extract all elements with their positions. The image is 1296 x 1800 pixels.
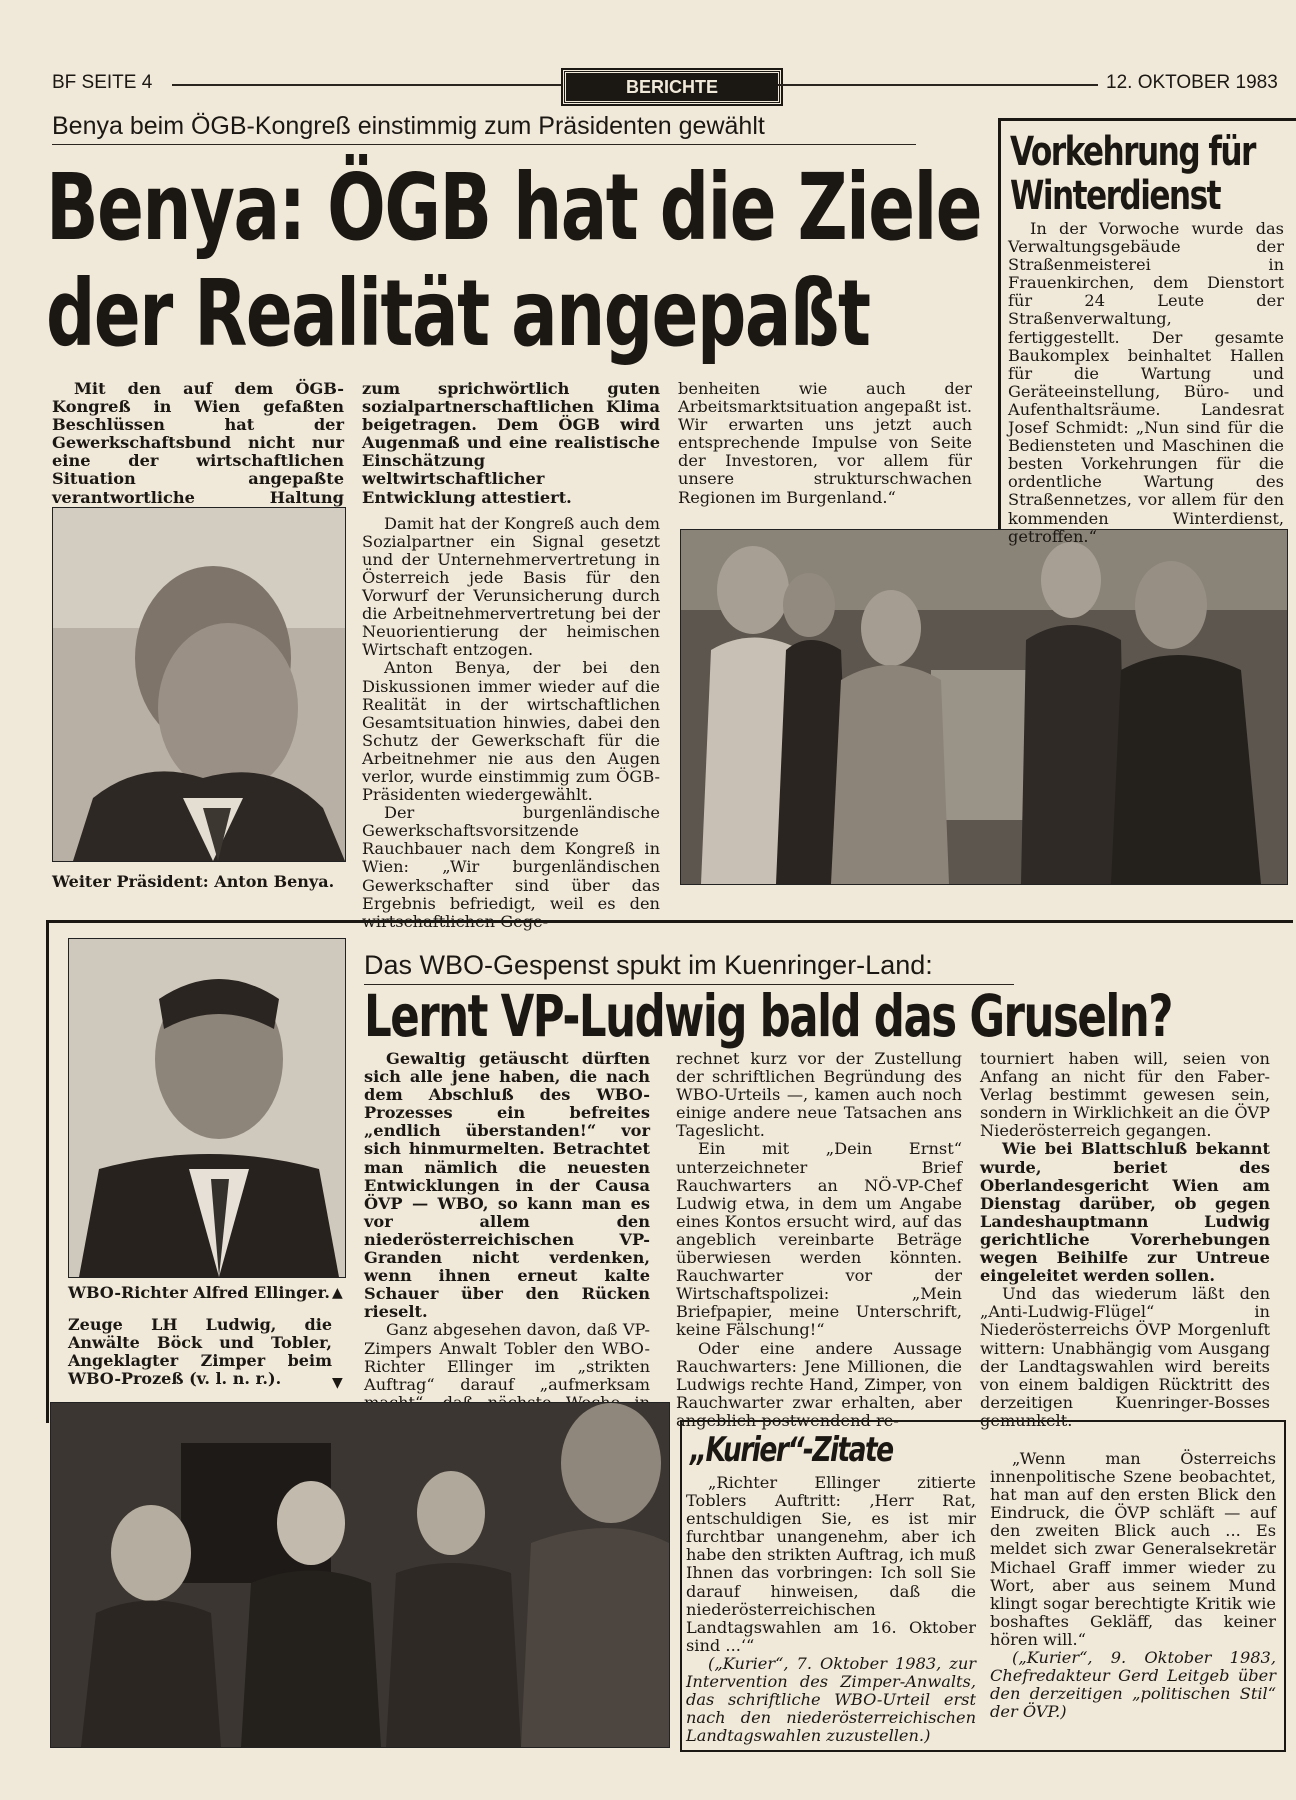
wbo-trial-group-image: [51, 1403, 669, 1747]
story1-kicker: Benya beim ÖGB-Kongreß einstimmig zum Präsidenten gewählt: [52, 112, 765, 140]
story2-headline-1: Vorkehrung für: [1010, 129, 1255, 175]
kurier-quote-1: „Richter Ellinger zitierte Toblers Auftritt: ‚Herr Rat, entschuldigen Sie, es ist mir furchtbar unangenehm, aber ich habe den strikten Auftrag, ich muß Ihnen das vorbringen: Ich soll Sie darauf hinweisen, daß die niederösterreichischen Landtagswahlen am 16. Oktober sind ...‘“: [686, 1473, 976, 1655]
wbo-group-caption-arrow: ▼: [332, 1375, 343, 1391]
story3-col2-p3: Oder eine andere Aussage Rauchwarters: Jene Millionen, die Ludwigs rechte Hand, Zimper, von Rauchwarter zwar erhalten, aber angeblich postwendend re-: [676, 1338, 962, 1430]
story2-body: [1008, 220, 1284, 546]
kurier-title: „Kurier“-Zitate: [690, 1430, 893, 1470]
story1-col2-p1: Damit hat der Kongreß auch dem Sozialpartner ein Signal gesetzt und der Unternehmervertretung in Österreich jede Basis für den Vorwurf der Verunsicherung durch die Arbeitnehmervertretung bei der Neuorientierung der heimischen Wirtschaft entzogen.: [362, 513, 660, 660]
section-label: [563, 70, 781, 104]
ellinger-portrait-image: [69, 939, 345, 1277]
story3-col2-p2: Ein mit „Dein Ernst“ unterzeichneter Brief Rauchwarters an NÖ-VP-Chef Ludwig etwa, in dem um Angabe eines Kontos ersucht wird, auf das angeblich vereinbarte Beträge überwiesen werden könnten. Rauchwarter vor der Wirtschaftspolizei: „Mein Briefpapier, meine Unterschrift, keine Fälschung!“: [676, 1139, 962, 1340]
kurier-source-2: („Kurier“, 9. Oktober 1983, Chefredakteur Gerd Leitgeb über den derzeitigen „politischen Stil“ der ÖVP.): [990, 1648, 1276, 1722]
story3-col3-p2: Wie bei Blattschluß bekannt wurde, beriet des Oberlandesgericht Wien am Dienstag darüber, ob gegen Landeshauptmann Ludwig gerichtliche Vorerhebungen wegen Beihilfe zur Untreue eingeleitet werden sollen.: [980, 1139, 1270, 1286]
straßenmeisterei-group-image: [681, 530, 1287, 884]
story1-col2-lead: zum sprichwörtlich guten sozialpartnerschaftlichen Klima beigetragen. Dem ÖGB wird Augenmaß und eine realistische Einschätzung weltwirtschaftlicher Entwicklung attestiert.: [362, 379, 660, 507]
story2-headline-2: Winterdienst: [1010, 173, 1220, 219]
story3-col2-p1: rechnet kurz vor der Zustellung der schriftlichen Begründung des WBO-Urteils —, kamen auch noch einige andere neue Tatsachen ans Tageslicht.: [676, 1049, 962, 1141]
kurier-quote-2: „Wenn man Österreichs innenpolitische Szene beobachtet, hat man auf den ersten Blick den Eindruck, die ÖVP schläft — auf den zweiten Blick auch ... Es meldet sich zwar Generalsekretär Michael Graff immer wieder zu Wort, aber aus seinem Mund klingt sogar berechtigte Kritik wie boshaftes Gekläff, das keiner hören will.“: [990, 1449, 1276, 1649]
benya-portrait-image: [53, 508, 345, 861]
story3-col1-p2: Ganz abgesehen davon, daß VP-Zimpers Anwalt Tobler den WBO-Richter Ellinger im „strikten Auftrag“ darauf „aufmerksam: [364, 1320, 650, 1394]
group-photo-straßenmeisterei: [680, 529, 1288, 885]
section-label-text: BERICHTE: [625, 77, 718, 97]
ellinger-caption-arrow: ▲: [332, 1285, 343, 1301]
kurier-col1: [686, 1474, 976, 1745]
story3-col3-p3: Und das wiederum läßt den „Anti-Ludwig-Flügel“ in Niederösterreichs ÖVP Morgenluft wittern: Unabhängig vom Ausgang der Landtagswahlen wird bereits von einem baldigen Rücktritt des derzeitigen Kuenringer-Bosses gemunkelt.: [980, 1284, 1270, 1430]
wbo-trial-photo: [50, 1402, 670, 1748]
story1-headline-1: Benya: ÖGB hat die Ziele: [46, 154, 982, 261]
story1-headline-2: der Realität angepaßt: [46, 260, 870, 367]
page-date: 12. OKTOBER 1983: [1106, 72, 1278, 93]
story3-col2: [676, 1050, 962, 1430]
benya-photo: [52, 507, 346, 862]
story3-col1-lead: Gewaltig getäuscht dürften sich alle jene haben, die nach dem Abschluß des WBO-Prozesses ein befreites „endlich überstanden!“ vor sich hinmurmelten. Betrachtet man nämlich die neuesten Entwicklungen in der Causa ÖVP — WBO, so kann man es vor allem den niederösterreichischen VP-Granden nicht verdenken, wenn ihnen erneut kalte Schauer über den Rücken rieselt.: [364, 1049, 650, 1322]
story2-body-text: In der Vorwoche wurde das Verwaltungsgebäude der Straßenmeisterei in Frauenkirchen, dem Dienstort für 24 Leute der Straßenverwaltung, fertiggestellt. Der gesamte Baukomplex beinhaltet Hallen für die Wartung und Geräteeinstellung, Büro- und Aufenthaltsräume. Landesrat Josef Schmidt: „Nun sind für die Bediensteten und Maschinen die besten Vorkehrungen für die ordentliche Wartung des Straßennetzes, vor allem für den kommenden Winterdienst, getroffen.“: [1008, 219, 1284, 546]
story3-col3: [980, 1050, 1270, 1430]
story1-col2-p2: Anton Benya, der bei den Diskussionen immer wieder auf die Realität in der wirtschaftlichen Gesamtsituation hinwies, dabei den Schutz der Gewerkschaft für die Arbeitnehmer nie aus den Augen verlor, wurde einstimmig zum ÖGB-Präsidenten wiedergewählt.: [362, 658, 660, 805]
story1-col2-p3: Der burgenländische Gewerkschaftsvorsitzende Rauchbauer nach dem Kongreß in Wien: „Wir burgenländischen Gewerkschafter sind über das Ergebnis befriedigt, weil es den wirtschaftlichen Gege-: [362, 803, 660, 931]
story3-col3-p1: tourniert haben will, seien von Anfang an nicht für den Faber-Verlag bestimmt gewesen sein, sondern in Wirklichkeit an die ÖVP Niederösterreich gegangen.: [980, 1049, 1270, 1141]
header-rule-left: [172, 84, 562, 86]
page-header-left: BF SEITE 4: [52, 72, 153, 93]
story3-headline: Lernt VP-Ludwig bald das Gruseln?: [364, 982, 1172, 1050]
story1-col3: [678, 380, 972, 507]
kurier-source-1: („Kurier“, 7. Oktober 1983, zur Intervention des Zimper-Anwalts, das schriftliche WBO-Urteil erst nach den niederösterreichischen Landtagswahlen zuzustellen.): [686, 1653, 976, 1746]
ellinger-photo: [68, 938, 346, 1278]
story3-col1: [364, 1050, 650, 1448]
story1-kicker-rule: [52, 144, 916, 145]
story3-kicker: Das WBO-Gespenst spukt im Kuenringer-Land:: [364, 950, 933, 980]
story1-col3-text: benheiten wie auch der Arbeitsmarktsituation angepaßt ist. Wir erwarten uns jetzt auch entsprechende Impulse von Seite der Investoren, vor allem für unsere strukturschwachen Regionen im Burgenland.“: [678, 379, 972, 507]
story1-col2: [362, 380, 660, 931]
ellinger-caption: WBO-Richter Alfred Ellinger.: [68, 1283, 330, 1302]
wbo-group-caption: Zeuge LH Ludwig, die Anwälte Böck und Tobler, Angeklagter Zimper beim WBO-Prozeß (v. l. n. r.).: [68, 1315, 332, 1388]
benya-photo-caption: Weiter Präsident: Anton Benya.: [52, 872, 335, 891]
header-rule-right: [778, 84, 1098, 86]
kurier-col2: [990, 1450, 1276, 1721]
story1-col1-lead: Mit den auf dem ÖGB-Kongreß in Wien gefaßten Beschlüssen hat der Gewerkschaftsbund nicht nur eine der wirtschaftlichen Situation angepaßte verantwortliche Haltung: [52, 379, 344, 507]
